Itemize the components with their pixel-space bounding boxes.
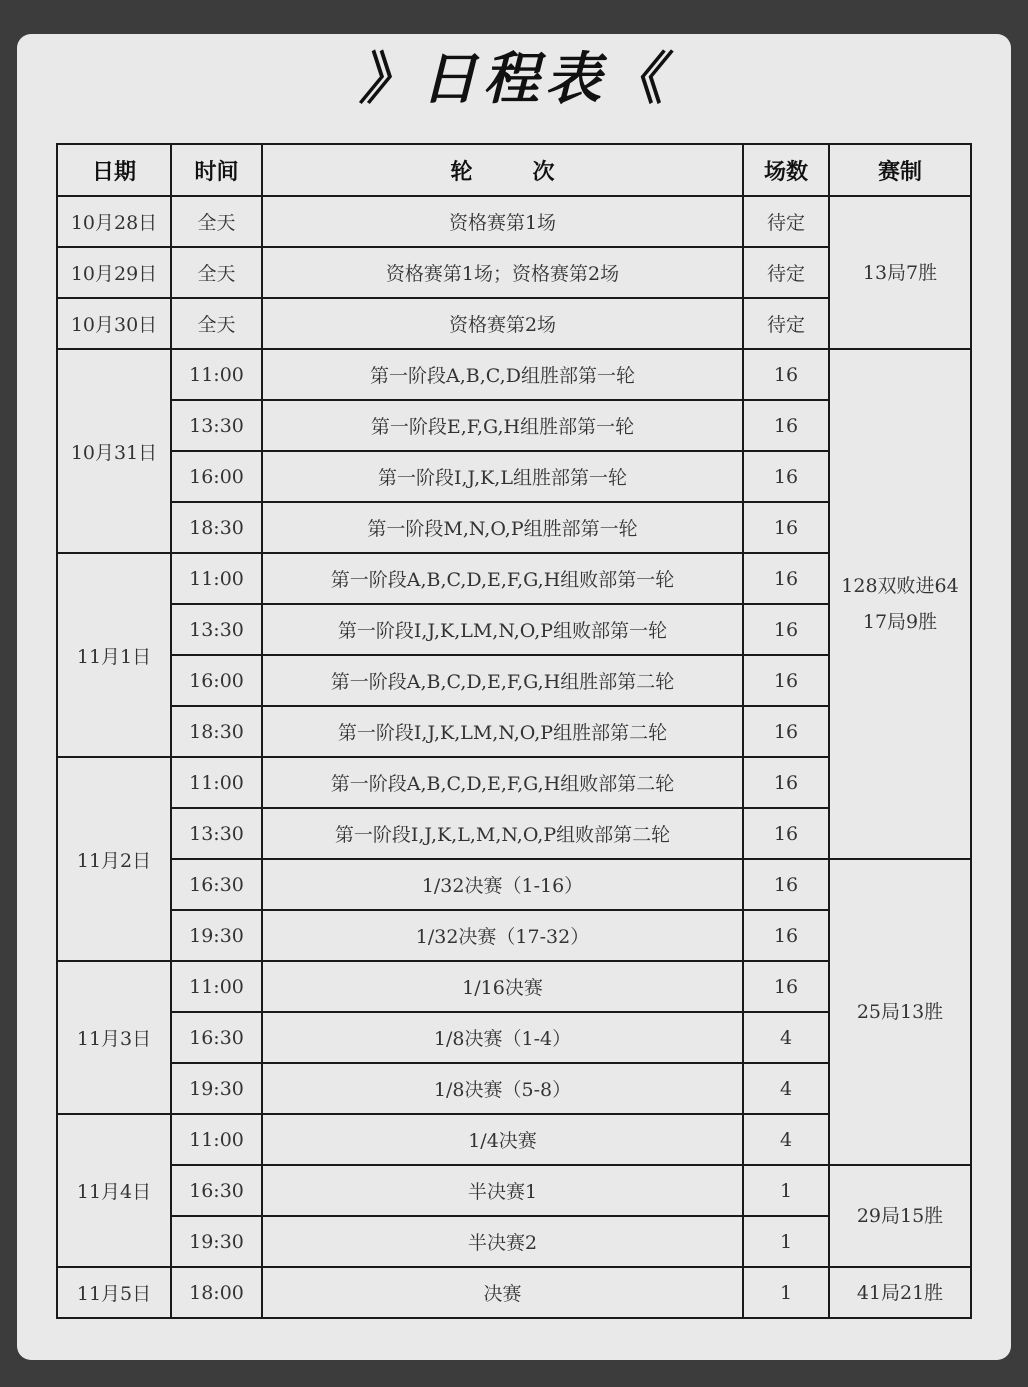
format-cell-final: 41局21胜 [829,1267,971,1318]
date-cell: 10月28日 [57,196,171,247]
round-cell: 资格赛第1场；资格赛第2场 [262,247,743,298]
round-cell: 1/32决赛（17-32） [262,910,743,961]
games-cell: 16 [743,706,829,757]
time-cell: 11:00 [171,757,262,808]
games-cell: 1 [743,1165,829,1216]
schedule-table [56,143,972,1319]
time-cell: 全天 [171,196,262,247]
table-row [57,196,971,247]
time-cell: 18:00 [171,1267,262,1318]
round-cell: 第一阶段A,B,C,D组胜部第一轮 [262,349,743,400]
format-cell-qualifier: 13局7胜 [829,196,971,349]
games-cell: 16 [743,349,829,400]
round-cell: 第一阶段A,B,C,D,E,F,G,H组胜部第二轮 [262,655,743,706]
header-round: 轮次 [262,144,743,196]
time-cell: 11:00 [171,961,262,1012]
page-title: 》日程表《 [359,47,669,112]
games-cell: 16 [743,451,829,502]
round-cell: 第一阶段I,J,K,LM,N,O,P组胜部第二轮 [262,706,743,757]
date-cell: 10月30日 [57,298,171,349]
round-cell: 资格赛第1场 [262,196,743,247]
games-cell: 待定 [743,298,829,349]
games-cell: 1 [743,1216,829,1267]
table-row [57,859,971,910]
round-cell: 1/8决赛（1-4） [262,1012,743,1063]
header-games: 场数 [743,144,829,196]
round-cell: 第一阶段E,F,G,H组胜部第一轮 [262,400,743,451]
date-cell: 10月31日 [57,349,171,553]
games-cell: 16 [743,502,829,553]
round-cell: 1/8决赛（5-8） [262,1063,743,1114]
round-cell: 第一阶段I,J,K,LM,N,O,P组败部第一轮 [262,604,743,655]
games-cell: 待定 [743,196,829,247]
games-cell: 16 [743,655,829,706]
round-cell: 第一阶段M,N,O,P组胜部第一轮 [262,502,743,553]
games-cell: 1 [743,1267,829,1318]
time-cell: 11:00 [171,1114,262,1165]
time-cell: 19:30 [171,1063,262,1114]
format-cell-semifinal: 29局15胜 [829,1165,971,1267]
games-cell: 4 [743,1012,829,1063]
round-cell: 决赛 [262,1267,743,1318]
time-cell: 全天 [171,247,262,298]
round-cell: 1/4决赛 [262,1114,743,1165]
table-row [57,1165,971,1216]
games-cell: 16 [743,808,829,859]
round-cell: 资格赛第2场 [262,298,743,349]
games-cell: 16 [743,604,829,655]
time-cell: 11:00 [171,349,262,400]
date-cell: 10月29日 [57,247,171,298]
format-stage1-line2: 17局9胜 [862,611,938,633]
time-cell: 11:00 [171,553,262,604]
format-cell-stage1 [829,349,971,859]
time-cell: 19:30 [171,1216,262,1267]
header-date: 日期 [57,144,171,196]
time-cell: 18:30 [171,502,262,553]
games-cell: 16 [743,757,829,808]
games-cell: 16 [743,961,829,1012]
time-cell: 18:30 [171,706,262,757]
table-row [57,1267,971,1318]
date-cell: 11月3日 [57,961,171,1114]
round-cell: 半决赛1 [262,1165,743,1216]
time-cell: 16:00 [171,655,262,706]
round-cell: 第一阶段A,B,C,D,E,F,G,H组败部第二轮 [262,757,743,808]
date-cell: 11月5日 [57,1267,171,1318]
round-cell: 1/16决赛 [262,961,743,1012]
round-cell: 第一阶段I,J,K,L组胜部第一轮 [262,451,743,502]
time-cell: 全天 [171,298,262,349]
date-cell: 11月2日 [57,757,171,961]
games-cell: 待定 [743,247,829,298]
table-row [57,349,971,400]
format-cell-knockout: 25局13胜 [829,859,971,1165]
games-cell: 16 [743,859,829,910]
time-cell: 13:30 [171,604,262,655]
round-cell: 1/32决赛（1-16） [262,859,743,910]
round-cell: 第一阶段A,B,C,D,E,F,G,H组败部第一轮 [262,553,743,604]
time-cell: 16:30 [171,859,262,910]
date-cell: 11月1日 [57,553,171,757]
header-time: 时间 [171,144,262,196]
round-cell: 第一阶段I,J,K,L,M,N,O,P组败部第二轮 [262,808,743,859]
time-cell: 16:30 [171,1012,262,1063]
time-cell: 13:30 [171,400,262,451]
date-cell: 11月4日 [57,1114,171,1267]
games-cell: 4 [743,1063,829,1114]
games-cell: 16 [743,400,829,451]
games-cell: 16 [743,553,829,604]
header-row [57,144,971,196]
format-stage1-line1: 128双败进64 [841,575,959,597]
time-cell: 16:30 [171,1165,262,1216]
time-cell: 13:30 [171,808,262,859]
time-cell: 19:30 [171,910,262,961]
games-cell: 4 [743,1114,829,1165]
time-cell: 16:00 [171,451,262,502]
header-format: 赛制 [829,144,971,196]
games-cell: 16 [743,910,829,961]
round-cell: 半决赛2 [262,1216,743,1267]
